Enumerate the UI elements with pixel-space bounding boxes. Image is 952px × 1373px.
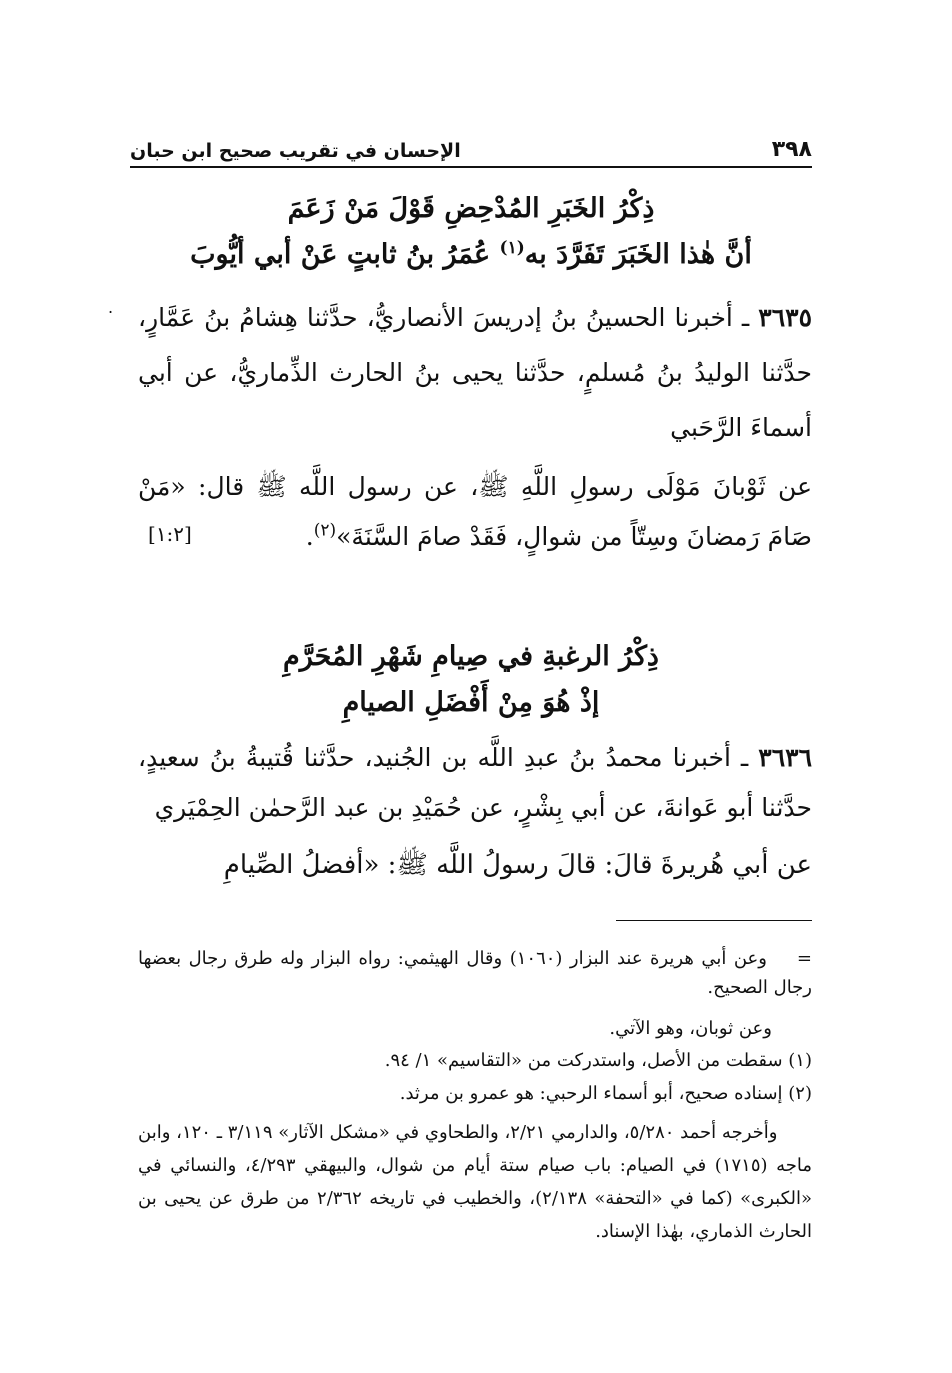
running-title: الإحسان في تقريب صحيح ابن حبان: [130, 140, 461, 162]
isnad-text: ـ أخبرنا الحسينُ بنُ إدريسَ الأنصاريُّ، حدَّثنا هِشامُ بنُ عَمَّارٍ، حدَّثنا الوليدُ بنُ مُسلمٍ، حدَّثنا يحيى بنُ الحارث الذِّماريُّ، عن أبي أسماءَ الرَّحَبي: [138, 303, 812, 442]
matn-end: .: [305, 522, 314, 551]
hadith-number: ٣٦٣٦: [758, 743, 812, 772]
footnote-2-body: [138, 1116, 812, 1248]
isnad-text: ـ أخبرنا محمدُ بنُ عبدِ اللَّه بن الجُنيد، حدَّثنا قُتيبةُ بنُ سعيدٍ، حدَّثنا أبو عَوانةَ، عن أبي بِشْرٍ، عن حُمَيْدِ بن عبد الرَّحمٰن الحِمْيَري: [138, 743, 812, 822]
hadith-reference: [١:٢]: [148, 522, 192, 546]
section-heading-1-line-2: [130, 232, 812, 278]
footnote-continuation: [138, 944, 812, 1002]
footnote-continuation-2: وعن ثوبان، وهو الآتي.: [609, 1018, 772, 1039]
footnote-2-body-text: وأخرجه أحمد ٥/٢٨٠، والدارمي ٢/٢١، والطحاوي في «مشكل الآثار» ٣/١١٩ ـ ١٢٠، وابن ماجه (١٧١٥) في الصيام: باب صيام ستة أيام من شوال، والبيهقي ٤/٢٩٣، والنسائي في «الكبرى» (كما في «التحفة» ٢/١٣٨)، والخطيب في تاريخه ٢/٣٦٢ من طرق عن يحيى بن الحارث الذماري، بهٰذا الإسناد.: [138, 1122, 813, 1242]
heading-text: عُمَرُ بنُ ثابتٍ عَنْ أبي أيُّوبَ: [190, 239, 500, 270]
heading-text: أنَّ هٰذا الخَبَرَ تَفَرَّدَ به: [524, 239, 752, 270]
continuation-text: وعن أبي هريرة عند البزار (١٠٦٠) وقال الهيثمي: رواه البزار وله طرق رجال بعضها رجال الصحيح.: [138, 948, 812, 998]
section-heading-1-line-1: ذِكْرُ الخَبَرِ المُدْحِضِ قَوْلَ مَنْ زَعَمَ: [287, 193, 655, 224]
matn-text: عن ثَوْبانَ مَوْلَى رسولِ اللَّهِ ﷺ، عن رسول اللَّه ﷺ قال: «مَنْ صَامَ رَمضانَ وسِتّاً من شوالٍ، فَقَدْ صامَ السَّنَةَ»: [138, 472, 812, 551]
section-heading-2-line-2: إذْ هُوَ مِنْ أَفْضَلِ الصيامِ: [342, 687, 600, 718]
matn-text: عن أبي هُريرةَ قالَ: قالَ رسولُ اللَّه ﷺ: «أفضلُ الصِّيامِ: [223, 850, 812, 880]
hadith-3636-isnad: [138, 733, 812, 833]
footnote-2: (٢) إسناده صحيح، أبو أسماء الرحبي: هو عمرو بن مرثد.: [399, 1083, 812, 1104]
hadith-number: ٣٦٣٥: [758, 303, 812, 332]
continuation-mark: =: [796, 948, 812, 969]
section-heading-1: [130, 186, 812, 278]
header-rule: [130, 166, 812, 168]
section-heading-2: [130, 634, 812, 726]
hadith-3635-isnad: [138, 290, 812, 455]
footnote-marker-1: (١): [499, 238, 525, 258]
page-header: [130, 118, 812, 162]
footnote-marker-2: (٢): [313, 520, 337, 541]
hadith-3635-matn: [138, 462, 812, 562]
footnote-rule: [616, 920, 812, 921]
hadith-3636-matn: [138, 840, 812, 890]
footnote-1: (١) سقطت من الأصل، واستدركت من «التقاسيم» ١/ ٩٤.: [384, 1050, 812, 1071]
page-number: ٣٩٨: [771, 137, 812, 162]
section-heading-2-line-1: ذِكْرُ الرغبةِ في صِيامِ شَهْرِ المُحَرَّمِ: [283, 641, 659, 672]
margin-mark: .: [108, 298, 114, 317]
